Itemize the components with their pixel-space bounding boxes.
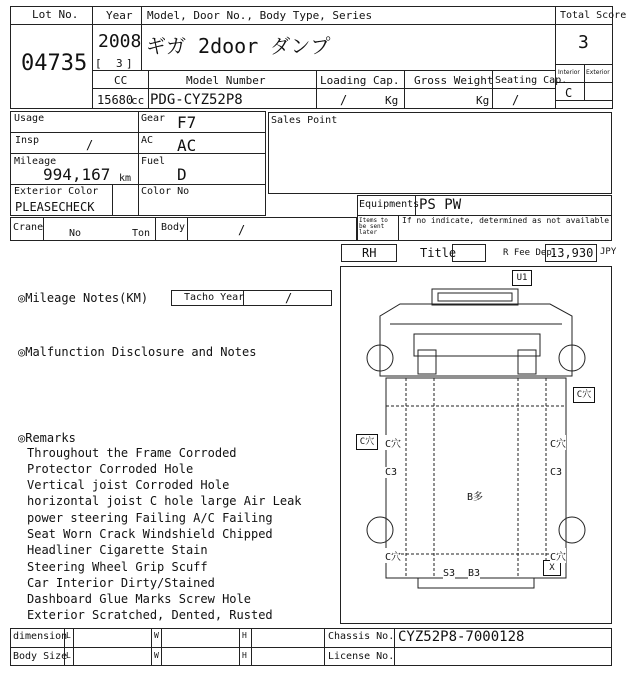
damage-s3: S3 [443, 568, 456, 579]
mileage-label: Mileage [14, 156, 57, 167]
ac-value: AC [177, 136, 197, 155]
gross-weight-unit: Kg [476, 94, 490, 107]
remark-line: Headliner Cigarette Stain [27, 543, 208, 557]
divider [555, 100, 613, 101]
fuel-label: Fuel [141, 156, 166, 167]
size-w-label: W [154, 651, 159, 660]
remark-line: Car Interior Dirty/Stained [27, 576, 215, 590]
equipments-value: PS PW [419, 197, 462, 213]
rfee-value: 13,930 [550, 246, 594, 260]
divider [398, 215, 399, 241]
mileage-unit: km [119, 173, 132, 184]
year-value: 2008 [98, 31, 142, 52]
divider [92, 6, 93, 109]
not-available-note: If no indicate, determined as not available [402, 216, 610, 225]
divider [404, 70, 405, 109]
loading-cap-label: Loading Cap. [320, 74, 400, 87]
equipments-label: Equipments [359, 199, 420, 210]
damage-c-hole-right-lower: C穴 [550, 548, 566, 563]
x-marker: X [543, 560, 561, 576]
ac-label: AC [141, 135, 154, 146]
remark-line: Throughout the Frame Corroded [27, 446, 237, 460]
remark-line: Seat Worn Crack Windshield Chipped [27, 527, 273, 541]
divider [239, 628, 240, 666]
total-score-label: Total Score [560, 10, 627, 21]
steering-value: RH [362, 246, 377, 260]
divider [112, 184, 113, 216]
remark-line: power steering Failing A/C Failing [27, 511, 273, 525]
damage-b3: B3 [468, 568, 481, 579]
model-number-label: Model Number [186, 74, 266, 87]
chassis-value: CYZ52P8-7000128 [398, 629, 525, 645]
mileage-notes-label: ◎Mileage Notes(KM) [18, 291, 149, 305]
remark-line: Vertical joist Corroded Hole [27, 478, 230, 492]
damage-c-hole-right-upper: C穴 [550, 435, 566, 450]
year-sub: 3 [116, 57, 123, 70]
crane-unit: Ton [132, 228, 151, 239]
color-no-label: Color No [141, 186, 190, 197]
dim-l-label: L [66, 631, 71, 640]
dimension-label: dimension [13, 631, 68, 642]
remark-line: Dashboard Glue Marks Screw Hole [27, 592, 251, 606]
gear-label: Gear [141, 113, 166, 124]
remarks-label: ◎Remarks [18, 431, 76, 445]
title-box [452, 244, 486, 262]
divider [92, 70, 555, 71]
model-number: PDG-CYZ52P8 [150, 92, 243, 108]
crane-value: No [69, 228, 82, 239]
fuel-value: D [177, 165, 187, 184]
body-label: Body [161, 222, 186, 233]
total-score: 3 [578, 32, 589, 53]
dim-w-label: W [154, 631, 159, 640]
c-hole-marker-right: C穴 [573, 387, 595, 403]
usage-label: Usage [14, 113, 45, 124]
remark-line: Exterior Scratched, Dented, Rusted [27, 608, 273, 622]
ext-color-label: Exterior Color [14, 186, 99, 197]
gross-weight-label: Gross Weight [414, 74, 494, 87]
remark-line: Steering Wheel Grip Scuff [27, 560, 208, 574]
divider [316, 70, 317, 109]
rfee-unit: JPY [600, 247, 617, 257]
divider [155, 217, 156, 241]
loading-cap-unit: Kg [385, 94, 399, 107]
divider [92, 24, 555, 25]
interior-label: Interior [558, 69, 580, 76]
u1-marker: U1 [512, 270, 532, 286]
divider [161, 628, 162, 666]
lot-label: Lot No. [32, 8, 79, 21]
divider [92, 88, 555, 89]
year-label: Year [106, 9, 133, 22]
divider [187, 217, 188, 241]
mileage-value: 994,167 [43, 165, 111, 184]
rfee-label: R Fee Dep. [503, 248, 558, 258]
remark-line: Protector Corroded Hole [27, 462, 194, 476]
exterior-label: Exterior [586, 69, 610, 76]
divider [73, 628, 74, 666]
divider [555, 24, 613, 25]
crane-label: Crane [13, 222, 44, 233]
interior-score: C [565, 86, 573, 100]
divider [151, 628, 152, 666]
divider [43, 217, 44, 241]
tacho-year-label: Tacho Year [184, 292, 245, 303]
lot-number: 04735 [21, 51, 88, 76]
cc-unit: cc [131, 94, 145, 107]
size-h-label: H [242, 651, 247, 660]
divider [10, 24, 92, 25]
divider [555, 6, 556, 109]
insp-label: Insp [15, 135, 40, 146]
seating-cap-label: Seating Cap. [495, 75, 568, 86]
year-sub-open: [ [95, 57, 102, 70]
chassis-label: Chassis No. [328, 631, 395, 642]
model-name: ギガ 2door ダンプ [146, 34, 331, 58]
seating-cap-slash: / [512, 93, 520, 107]
license-label: License No. [328, 651, 395, 662]
tacho-year-value: / [285, 291, 293, 305]
body-value: / [238, 223, 246, 237]
c-hole-marker-left: C穴 [356, 434, 378, 450]
dim-h-label: H [242, 631, 247, 640]
year-sub-close: ] [126, 57, 133, 70]
divider [584, 64, 585, 100]
damage-c-hole-left-lower: C穴 [385, 548, 401, 563]
body-size-label: Body Size [13, 651, 68, 662]
sales-point-label: Sales Point [271, 115, 338, 126]
divider [10, 647, 612, 648]
damage-c3-left: C3 [385, 467, 398, 478]
divider [148, 70, 149, 109]
loading-cap-slash: / [340, 93, 348, 107]
divider [10, 153, 266, 154]
cc-value: 15680 [97, 93, 134, 107]
gear-value: F7 [177, 113, 197, 132]
damage-c-hole-left-upper: C穴 [385, 435, 401, 450]
divider [251, 628, 252, 666]
divider [138, 111, 139, 216]
divider [324, 628, 325, 666]
cc-label: CC [114, 74, 128, 87]
size-l-label: L [66, 651, 71, 660]
ext-color-value: PLEASECHECK [15, 200, 95, 214]
model-label: Model, Door No., Body Type, Series [147, 9, 373, 22]
divider [10, 132, 266, 133]
divider [10, 184, 266, 185]
remark-line: horizontal joist C hole large Air Leak [27, 494, 302, 508]
damage-b-many: B多 [467, 488, 483, 503]
damage-c3-right: C3 [550, 467, 563, 478]
malfunction-label: ◎Malfunction Disclosure and Notes [18, 345, 257, 359]
insp-value: / [86, 138, 94, 152]
items-note: Items to be sent later [359, 217, 388, 236]
title-label: Title [420, 246, 457, 260]
